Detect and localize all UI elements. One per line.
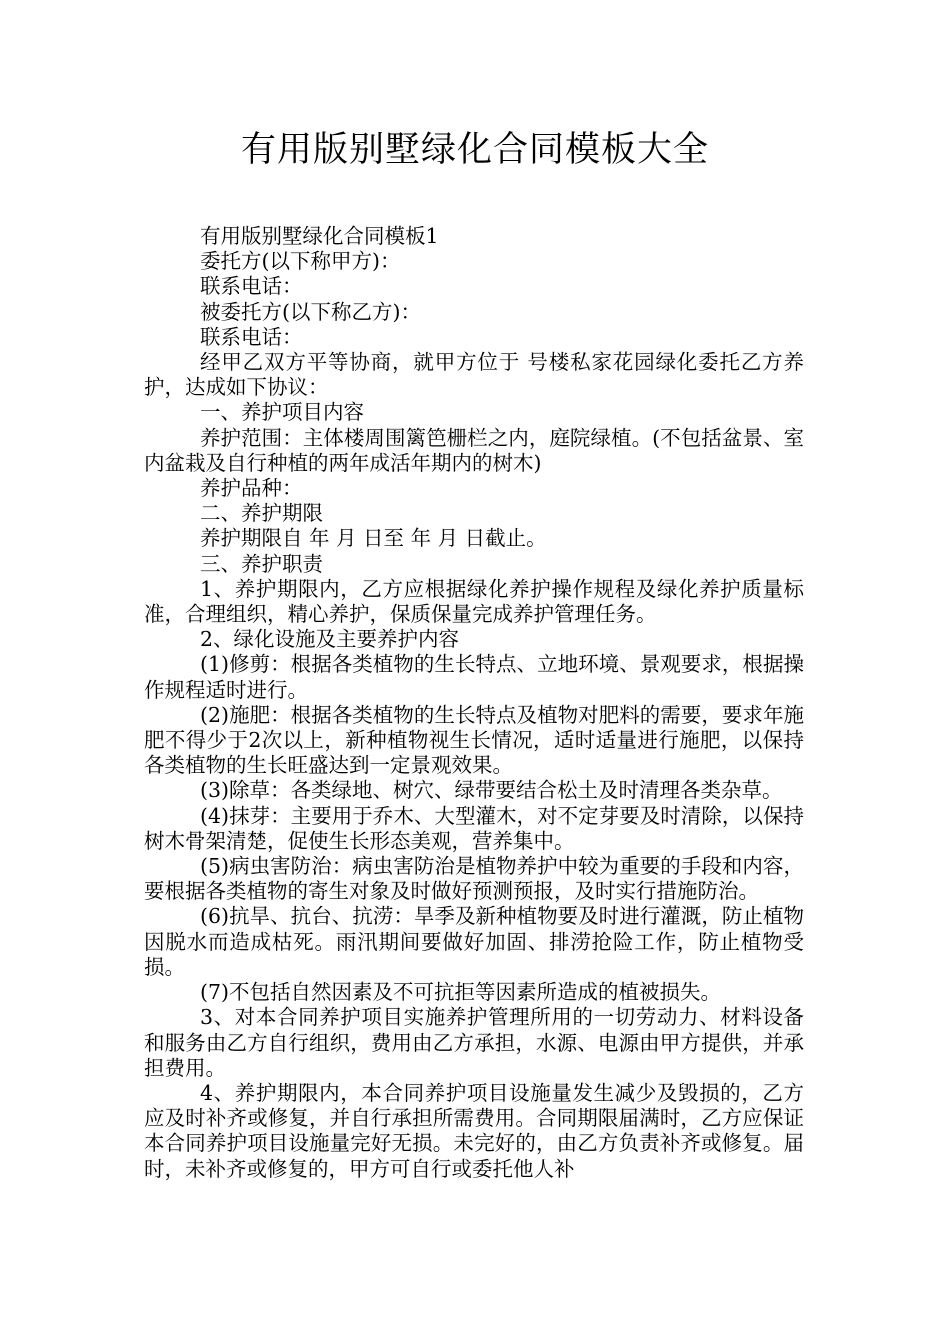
paragraph: (2)施肥：根据各类植物的生长特点及植物对肥料的需要，要求年施肥不得少于2次以上，新种植物视生长情况，适时适量进行施肥，以保持各类植物的生长旺盛达到一定景观效果。: [144, 702, 804, 778]
paragraph: (6)抗旱、抗台、抗涝：旱季及新种植物要及时进行灌溉，防止植物因脱水而造成枯死。雨汛期间要做好加固、排涝抢险工作，防止植物受损。: [144, 904, 804, 979]
document-title: 有用版别墅绿化合同模板大全: [240, 130, 709, 170]
paragraph: 联系电话：: [200, 274, 303, 299]
paragraph: 经甲乙双方平等协商，就甲方位于 号楼私家花园绿化委托乙方养护，达成如下协议：: [144, 350, 804, 400]
paragraph: 1、养护期限内，乙方应根据绿化养护操作规程及绿化养护质量标准，合理组织，精心养护，保质保量完成养护管理任务。: [144, 576, 804, 627]
paragraph: 3、对本合同养护项目实施养护管理所用的一切劳动力、材料设备和服务由乙方自行组织，费用由乙方承担，水源、电源由甲方提供，并承担费用。: [144, 1005, 804, 1080]
paragraph: 2、绿化设施及主要养护内容: [200, 627, 460, 652]
paragraph: 委托方(以下称甲方)：: [200, 249, 401, 274]
paragraph: 被委托方(以下称乙方)：: [200, 299, 421, 324]
paragraph: (1)修剪：根据各类植物的生长特点、立地环境、景观要求，根据操作规程适时进行。: [144, 652, 804, 702]
section-heading: 一、养护项目内容: [200, 400, 364, 425]
paragraph: 养护范围：主体楼周围篱笆栅栏之内，庭院绿植。(不包括盆景、室内盆栽及自行种植的两年成活年期内的树木): [144, 425, 804, 475]
section-heading: 二、养护期限: [200, 501, 323, 526]
paragraph: (3)除草：各类绿地、树穴、绿带要结合松土及时清理各类杂草。: [200, 778, 783, 803]
document-body: [144, 224, 804, 1182]
paragraph: 联系电话：: [200, 324, 303, 349]
paragraph: 养护期限自 年 月 日至 年 月 日截止。: [200, 526, 547, 551]
paragraph: 4、养护期限内，本合同养护项目设施量发生减少及毁损的，乙方应及时补齐或修复，并自行承担所需费用。合同期限届满时，乙方应保证本合同养护项目设施量完好无损。未完好的，由乙方负责补齐或修复。届时，未补齐或修复的，甲方可自行或委托他人补: [144, 1080, 804, 1181]
paragraph: (7)不包括自然因素及不可抗拒等因素所造成的植被损失。: [200, 980, 722, 1005]
paragraph: (5)病虫害防治：病虫害防治是植物养护中较为重要的手段和内容，要根据各类植物的寄生对象及时做好预测预报，及时实行措施防治。: [144, 854, 804, 904]
section-heading: 有用版别墅绿化合同模板1: [200, 224, 439, 248]
section-heading: 三、养护职责: [200, 551, 323, 576]
paragraph: (4)抹芽：主要用于乔木、大型灌木，对不定芽要及时清除，以保持树木骨架清楚，促使生长形态美观，营养集中。: [144, 803, 804, 853]
paragraph: 养护品种：: [200, 476, 303, 501]
